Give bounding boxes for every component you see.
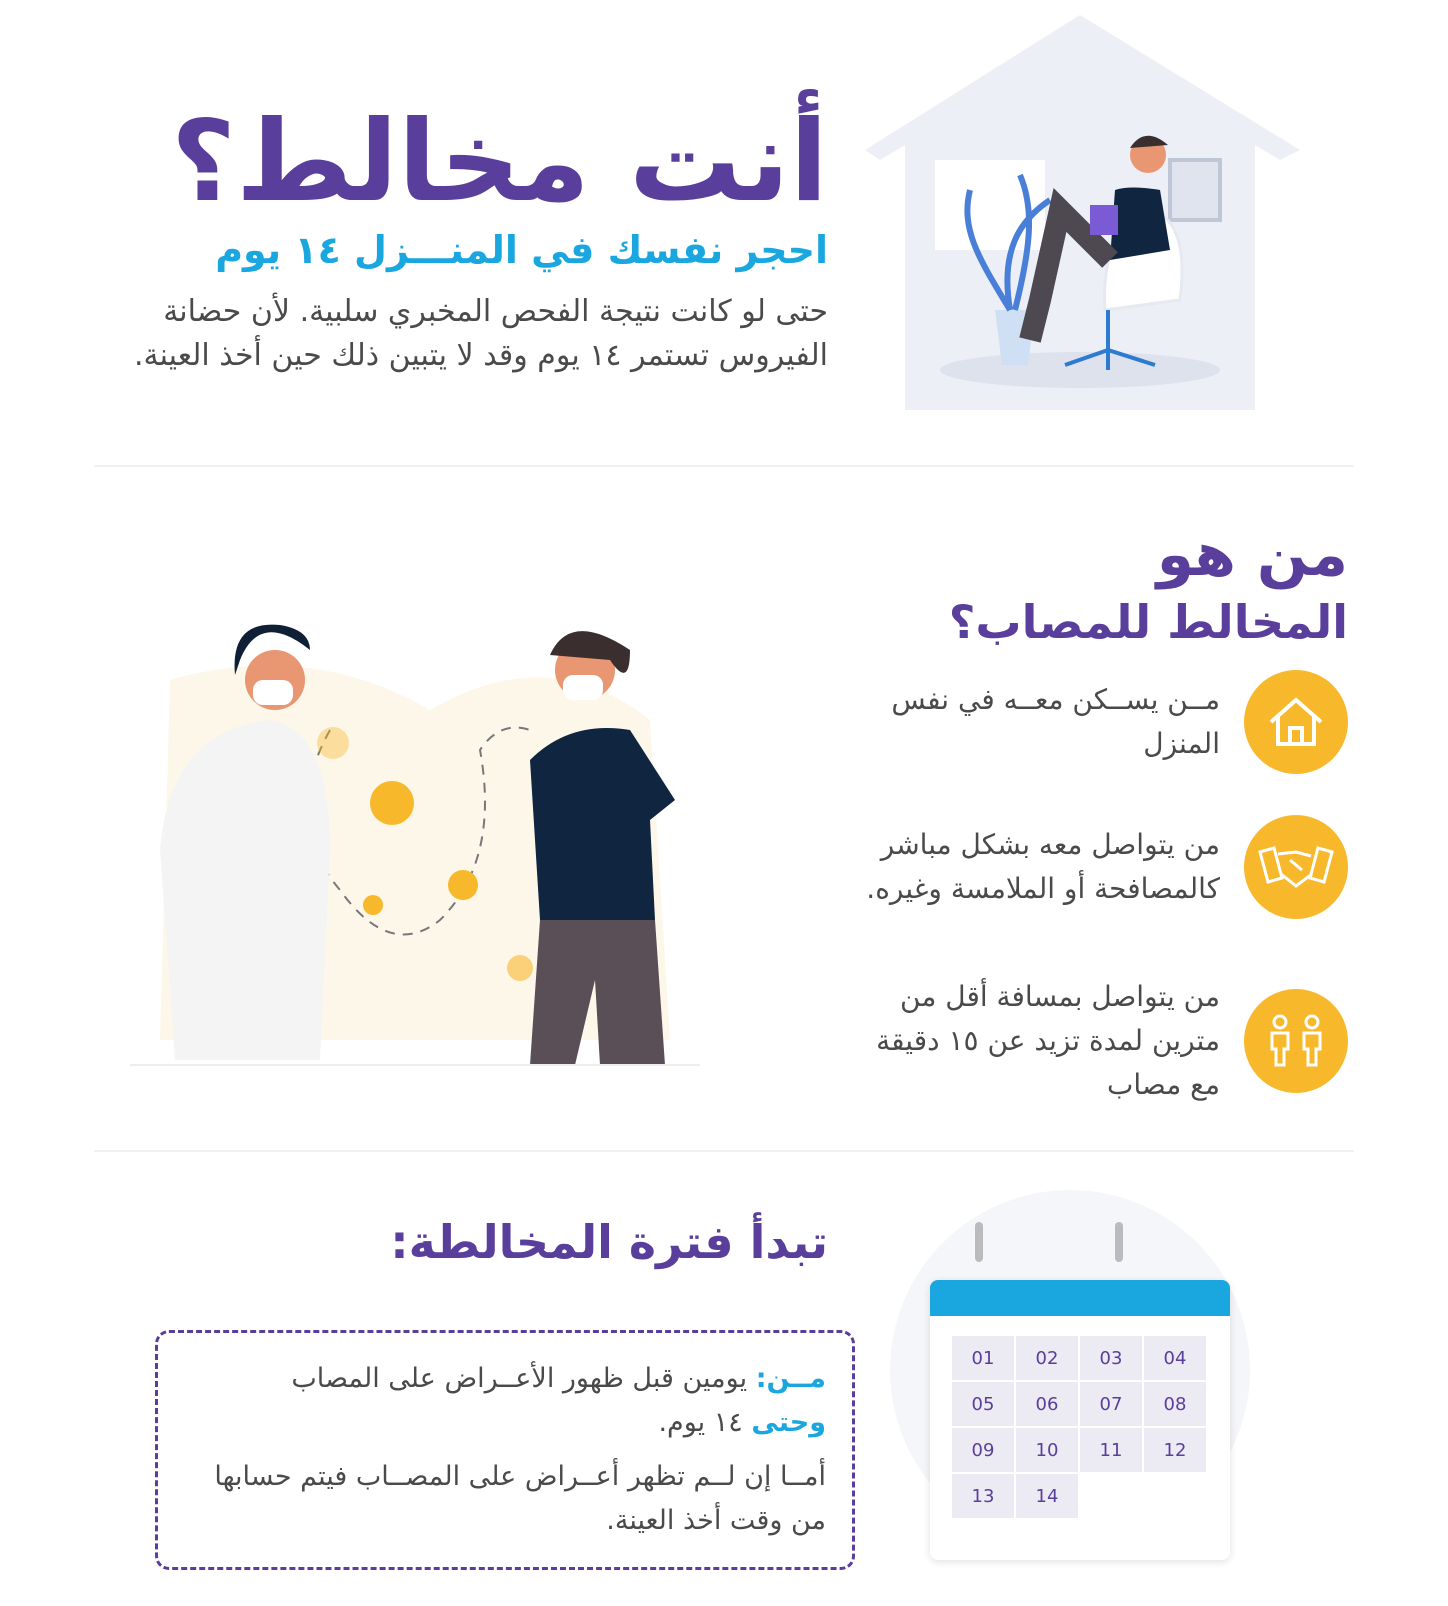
contact-item-distance (840, 975, 1348, 1107)
contact-illustration (130, 600, 710, 1080)
from-label: مــن: (755, 1363, 826, 1394)
calendar-day: 04 (1144, 1336, 1206, 1380)
page-subtitle: احجر نفسك في المنـــزل ١٤ يوم (215, 228, 828, 272)
calendar-day: 10 (1016, 1428, 1078, 1472)
calendar-day: 14 (1016, 1474, 1078, 1518)
handshake-icon (1244, 815, 1348, 919)
divider (94, 1150, 1354, 1152)
contact-item-text: من يتواصل بمسافة أقل من مترين لمدة تزيد عن ١٥ دقيقة مع مصاب (876, 980, 1220, 1101)
calendar-day: 08 (1144, 1382, 1206, 1426)
period-box (155, 1330, 855, 1570)
page-title: أنت مخالط؟ (170, 97, 828, 227)
calendar-header (930, 1280, 1230, 1316)
until-text: ١٤ يوم. (658, 1407, 743, 1438)
divider (94, 465, 1354, 467)
two-people-icon (1244, 989, 1348, 1093)
section-subtitle-who: المخالط للمصاب؟ (948, 595, 1348, 649)
section-title-who: من هو (1156, 520, 1348, 590)
calendar-day: 06 (1016, 1382, 1078, 1426)
calendar-day: 13 (952, 1474, 1014, 1518)
calendar-day: 07 (1080, 1382, 1142, 1426)
house-icon (1244, 670, 1348, 774)
calendar-day: 01 (952, 1336, 1014, 1380)
calendar-illustration (930, 1280, 1230, 1560)
period-note: أمــا إن لــم تظهر أعــراض على المصــاب فيتم حسابها من وقت أخذ العينة. (214, 1461, 826, 1536)
calendar-day: 02 (1016, 1336, 1078, 1380)
intro-text: حتى لو كانت نتيجة الفحص المخبري سلبية. لأن حضانة الفيروس تستمر ١٤ يوم وقد لا يتبين ذلك حين أخذ العينة. (134, 294, 828, 373)
calendar-day: 09 (952, 1428, 1014, 1472)
calendar-ring (1115, 1222, 1123, 1262)
contact-item-text: من يتواصل معه بشكل مباشر كالمصافحة أو الملامسة وغيره. (866, 828, 1220, 905)
contact-item-text: مــن يســكن معــه في نفس المنزل (891, 683, 1220, 760)
from-text: يومين قبل ظهور الأعــراض على المصاب (291, 1363, 748, 1394)
calendar-grid (930, 1316, 1230, 1538)
home-isolation-illustration (860, 10, 1320, 430)
section-title-period: تبدأ فترة المخالطة: (390, 1215, 828, 1269)
contact-item-direct (840, 815, 1348, 919)
calendar-day: 03 (1080, 1336, 1142, 1380)
calendar-day: 11 (1080, 1428, 1142, 1472)
calendar-day: 05 (952, 1382, 1014, 1426)
calendar-ring (975, 1222, 983, 1262)
contact-item-household (840, 670, 1348, 774)
until-label: وحتى (751, 1407, 826, 1438)
calendar-day: 12 (1144, 1428, 1206, 1472)
